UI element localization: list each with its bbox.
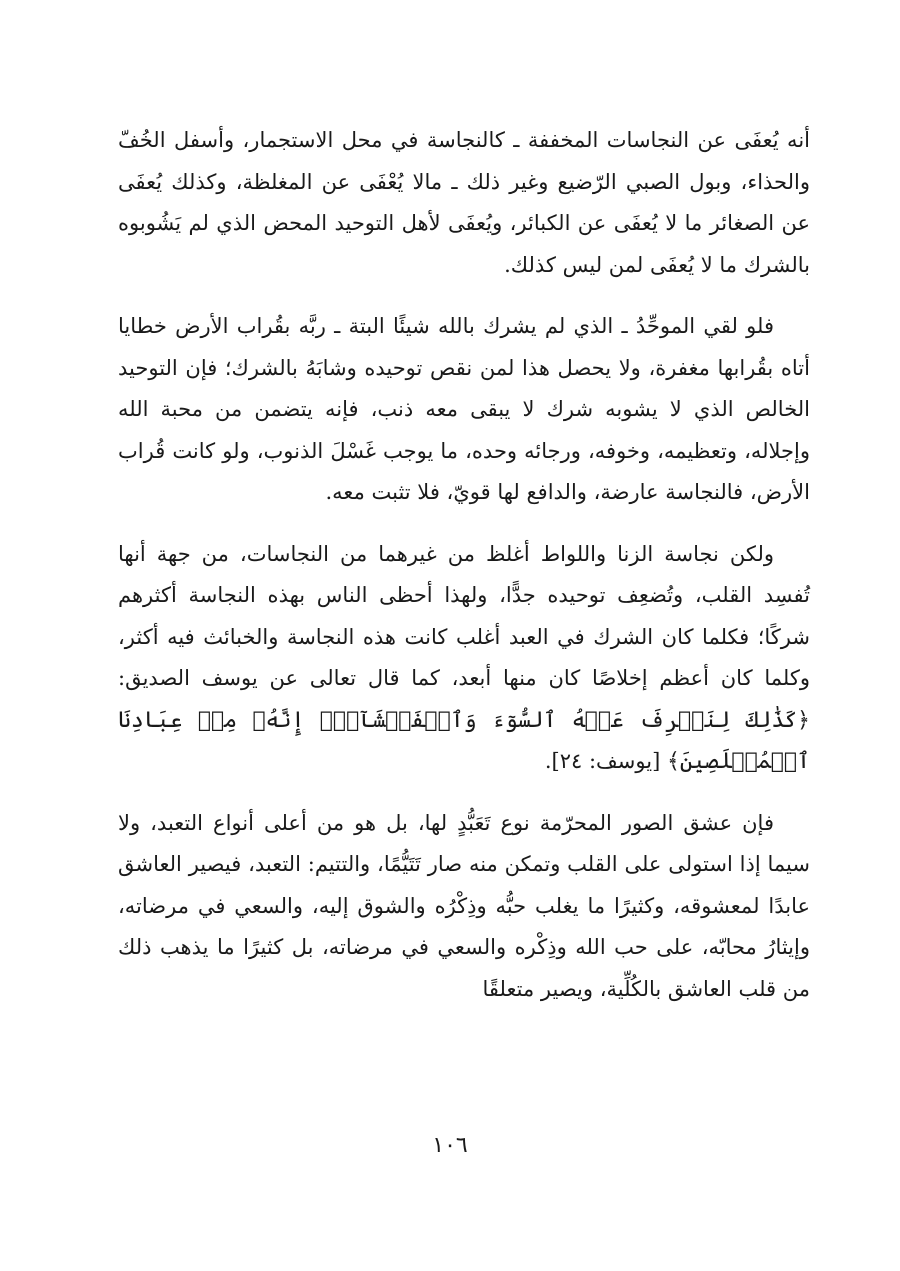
page-number: ١٠٦ <box>432 1133 468 1158</box>
paragraph-4: فإن عشق الصور المحرّمة نوع تَعَبُّدٍ لها، بل هو من أعلى أنواع التعبد، ولا سيما إذا استولى على القلب وتمكن منه صار تَتَيُّمًا، والتتيم: التعبد، فيصير العاشق عابدًا لمعشوقه، وكثيرًا ما يغلب حبُّه وذِكْرُه والشوق إليه، والسعي في مرضاته، وإيثارُ محابّه، على حب الله وذِكْره والسعي في مرضاته، بل كثيرًا ما يذهب ذلك من قلب العاشق بالكُلِّية، ويصير متعلقًا <box>118 810 810 1001</box>
paragraph-2: فلو لقي الموحِّدُ ـ الذي لم يشرك بالله شيئًا البتة ـ ربَّه بقُراب الأرض خطايا أتاه بقُرابها مغفرة، ولا يحصل هذا لمن نقص توحيده وشابَهُ بالشرك؛ فإن التوحيد الخالص الذي لا يشوبه شرك لا يبقى معه ذنب، فإنه يتضمن من محبة الله وإجلاله، وتعظيمه، وخوفه، ورجائه وحده، ما يوجب غَسْلَ الذنوب، ولو كانت قُراب الأرض، فالنجاسة عارضة، والدافع لها قويّ، فلا تثبت معه. <box>118 314 810 504</box>
quran-verse: ﴿كَذَٰلِكَ لِنَصۡرِفَ عَنۡهُ ٱلسُّوٓءَ وَٱلۡفَحۡشَآءَۚ إِنَّهُۥ مِنۡ عِبَادِنَا ٱلۡمُخۡلَصِينَ﴾ <box>118 707 810 774</box>
body-text <box>118 120 810 1030</box>
paragraph-3 <box>118 534 810 783</box>
paragraph-1: أنه يُعفَى عن النجاسات المخففة ـ كالنجاسة في محل الاستجمار، وأسفل الخُفّ والحذاء، وبول الصبي الرّضيع وغير ذلك ـ مالا يُعْفَى عن المغلظة، وكذلك يُعفَى عن الصغائر ما لا يُعفَى عن الكبائر، ويُعفَى لأهل التوحيد المحض الذي لم يَشُوبوه بالشرك ما لا يُعفَى لمن ليس كذلك. <box>118 128 810 277</box>
verse-reference: [يوسف: ٢٤]. <box>544 749 667 773</box>
paragraph-3-text: ولكن نجاسة الزنا واللواط أغلظ من غيرهما من النجاسات، من جهة أنها تُفسِد القلب، وتُضعِف توحيده جدًّا، ولهذا أحظى الناس بهذه النجاسة أكثرهم شركًا؛ فكلما كان الشرك في العبد أغلب كانت هذه النجاسة والخبائث فيه أكثر، وكلما كان أعظم إخلاصًا كان منها أبعد، كما قال تعالى عن يوسف الصديق: <box>118 541 810 690</box>
